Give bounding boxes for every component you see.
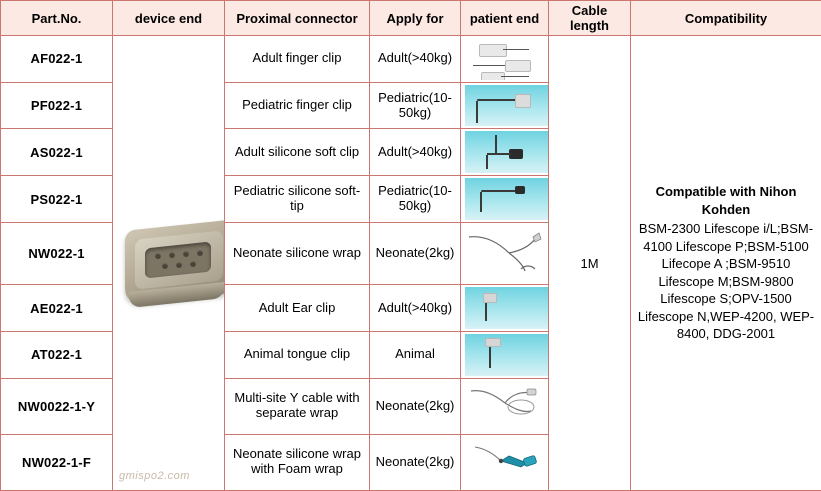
patient-end-image-animal-tongue-clip <box>465 334 549 376</box>
cell-apply-for: Adult(>40kg) <box>370 129 461 176</box>
cell-apply-for: Neonate(2kg) <box>370 378 461 434</box>
cell-proximal-connector: Adult silicone soft clip <box>225 129 370 176</box>
cell-patient-end <box>461 176 549 223</box>
cell-apply-for: Neonate(2kg) <box>370 434 461 490</box>
table-row <box>1 36 821 83</box>
cell-apply-for: Animal <box>370 332 461 379</box>
cell-patient-end <box>461 129 549 176</box>
cell-patient-end <box>461 332 549 379</box>
cell-patient-end <box>461 36 549 83</box>
cell-patient-end <box>461 222 549 284</box>
cell-partno: NW022-1 <box>1 222 113 284</box>
compatibility-body: BSM-2300 Lifescope i/L;BSM-4100 Lifescope P;BSM-5100 Lifecope A ;BSM-9510 Lifescope M;BSM-9800 Lifescope S;OPV-1500 Lifescope N,WEP-4200, WEP-8400, DDG-2001 <box>637 221 815 342</box>
cell-proximal-connector: Adult Ear clip <box>225 285 370 332</box>
cell-apply-for: Neonate(2kg) <box>370 222 461 284</box>
cell-apply-for: Pediatric(10-50kg) <box>370 82 461 129</box>
cell-apply-for: Adult(>40kg) <box>370 285 461 332</box>
col-header-partno: Part.No. <box>1 1 113 36</box>
cell-proximal-connector: Animal tongue clip <box>225 332 370 379</box>
cell-proximal-connector: Pediatric finger clip <box>225 82 370 129</box>
patient-end-image-adult-finger-clip <box>465 38 549 80</box>
cell-partno: AS022-1 <box>1 129 113 176</box>
col-header-apply-for: Apply for <box>370 1 461 36</box>
cell-partno: AE022-1 <box>1 285 113 332</box>
patient-end-image-neonate-silicone-wrap <box>465 225 549 282</box>
patient-end-image-adult-silicone-soft-clip <box>465 131 549 173</box>
watermark-text: gmispo2.com <box>119 470 190 482</box>
compatibility-heading: Compatible with Nihon Kohden <box>655 184 797 217</box>
col-header-cable-length: Cable length <box>549 1 631 36</box>
col-header-device-end: device end <box>113 1 225 36</box>
cell-patient-end <box>461 285 549 332</box>
col-header-proximal: Proximal connector <box>225 1 370 36</box>
cell-partno: PS022-1 <box>1 176 113 223</box>
cell-proximal-connector: Neonate silicone wrap <box>225 222 370 284</box>
cell-partno: PF022-1 <box>1 82 113 129</box>
cell-partno: AF022-1 <box>1 36 113 83</box>
cell-device-end <box>113 36 225 491</box>
cell-proximal-connector: Pediatric silicone soft-tip <box>225 176 370 223</box>
cell-apply-for: Pediatric(10-50kg) <box>370 176 461 223</box>
cell-proximal-connector: Neonate silicone wrap with Foam wrap <box>225 434 370 490</box>
cell-apply-for: Adult(>40kg) <box>370 36 461 83</box>
foam-wrap-drawing <box>465 437 549 483</box>
cell-partno: NW022-1-F <box>1 434 113 490</box>
cell-cable-length: 1M <box>549 36 631 491</box>
cell-proximal-connector: Multi-site Y cable with separate wrap <box>225 378 370 434</box>
device-end-connector-image <box>117 203 225 323</box>
patient-end-image-pediatric-finger-clip <box>465 85 549 127</box>
cell-compatibility <box>631 36 821 491</box>
patient-end-image-multi-site-y-cable <box>465 381 549 432</box>
col-header-patient-end: patient end <box>461 1 549 36</box>
patient-end-image-adult-ear-clip <box>465 287 549 329</box>
cell-patient-end <box>461 82 549 129</box>
cell-proximal-connector: Adult finger clip <box>225 36 370 83</box>
cell-patient-end <box>461 378 549 434</box>
col-header-compatibility: Compatibility <box>631 1 821 36</box>
cell-patient-end <box>461 434 549 490</box>
cell-partno: AT022-1 <box>1 332 113 379</box>
cell-partno: NW0022-1-Y <box>1 378 113 434</box>
y-cable-drawing <box>465 381 549 427</box>
patient-end-image-pediatric-silicone-soft-tip <box>465 178 549 220</box>
neonate-wrap-drawing <box>465 225 549 277</box>
patient-end-image-neonate-foam-wrap <box>465 437 549 488</box>
table-header-row <box>1 1 821 36</box>
